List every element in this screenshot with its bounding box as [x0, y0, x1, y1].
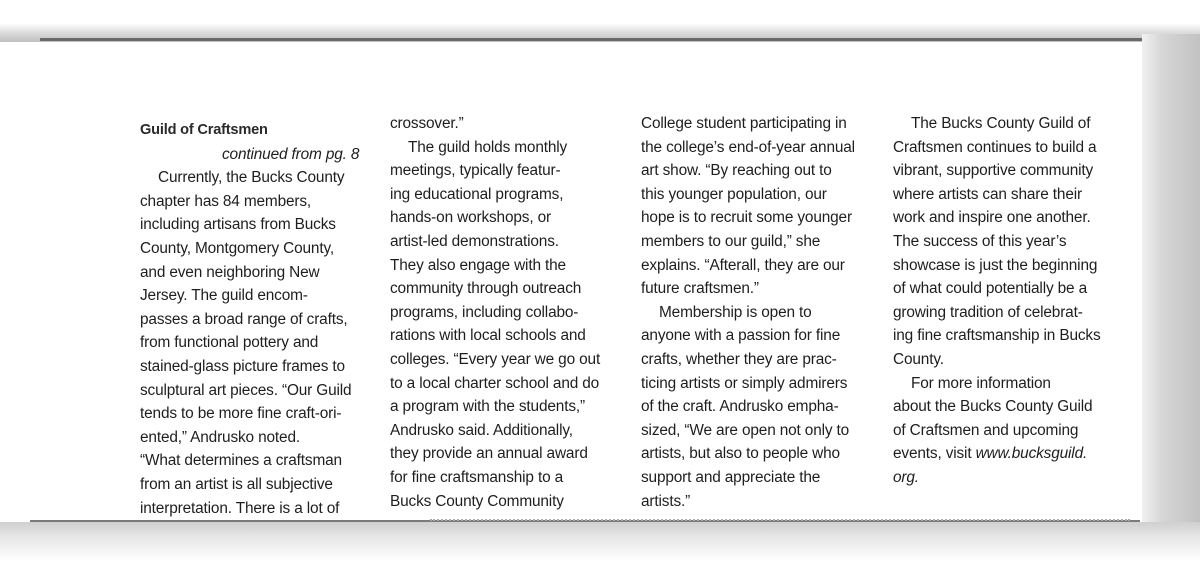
- text-line: For more information: [911, 374, 1051, 392]
- text-line: and even neighboring New: [140, 263, 320, 281]
- text-line: vibrant, supportive community: [893, 162, 1094, 180]
- text-line: where artists can share their: [893, 185, 1082, 203]
- text-line: meetings, typically featur-: [390, 162, 561, 180]
- text-line: County, Montgomery County,: [140, 239, 334, 257]
- guild-website-link[interactable]: www.bucksguild.: [975, 445, 1088, 463]
- text-line: hands-on workshops, or: [390, 209, 551, 227]
- text-line: to a local charter school and do: [390, 374, 600, 392]
- text-line: they provide an annual award: [390, 445, 588, 463]
- text-line: artist-led demonstrations.: [390, 232, 559, 250]
- article-column-4: [893, 112, 1133, 490]
- text-line: They also engage with the: [390, 256, 566, 274]
- text-line: The success of this year’s: [893, 232, 1067, 250]
- text-line: colleges. “Every year we go out: [390, 350, 601, 368]
- continued-note: continued from pg. 8: [222, 145, 360, 163]
- text-line: “What determines a craftsman: [140, 452, 342, 470]
- text-line: for fine craftsmanship to a: [390, 468, 564, 486]
- page-right-edge: [1142, 34, 1200, 534]
- text-line: The Bucks County Guild of: [911, 115, 1091, 132]
- text-line: of the craft. Andrusko empha-: [641, 398, 839, 416]
- text-line-lead: events, visit: [893, 445, 976, 463]
- text-line: growing tradition of celebrat-: [893, 303, 1083, 321]
- text-line: ticing artists or simply admirers: [641, 374, 848, 392]
- article-column-3: [641, 112, 881, 513]
- text-line: [893, 442, 1133, 466]
- text-line: ing educational programs,: [390, 185, 564, 203]
- text-line: showcase is just the beginning: [893, 256, 1098, 274]
- text-line: work and inspire one another.: [893, 209, 1091, 227]
- article-column-1: [140, 119, 380, 520]
- text-line: from an artist is all subjective: [140, 475, 333, 493]
- text-line: explains. “Afterall, they are our: [641, 256, 845, 274]
- text-line: rations with local schools and: [390, 327, 586, 345]
- text-line: a program with the students,”: [390, 398, 585, 416]
- text-line: community through outreach: [390, 280, 582, 298]
- text-line: stained-glass picture frames to: [140, 357, 345, 375]
- text-line: Jersey. The guild encom-: [140, 287, 308, 305]
- text-line: members to our guild,” she: [641, 232, 821, 250]
- text-line: of what could potentially be a: [893, 280, 1088, 298]
- text-line: tends to be more fine craft-ori-: [140, 405, 342, 423]
- text-line: ented,” Andrusko noted.: [140, 428, 300, 446]
- text-line: Bucks County Community: [390, 492, 564, 510]
- text-line: artists, but also to people who: [641, 445, 840, 463]
- text-line: The guild holds monthly: [408, 138, 568, 156]
- page-top-shadow: [0, 0, 1200, 42]
- text-line: of Craftsmen and upcoming: [893, 421, 1079, 439]
- text-line: support and appreciate the: [641, 468, 821, 486]
- text-line: Andrusko said. Additionally,: [390, 421, 573, 439]
- dotted-separator: [430, 519, 1130, 521]
- text-line: future craftsmen.”: [641, 280, 759, 298]
- article-headline: Guild of Craftsmen: [140, 122, 268, 138]
- text-line: College student participating in: [641, 115, 847, 132]
- text-line: art show. “By reaching out to: [641, 162, 832, 180]
- text-line: anyone with a passion for fine: [641, 327, 841, 345]
- text-line: crossover.”: [390, 115, 464, 132]
- page-top-rule: [40, 38, 1160, 41]
- text-line: from functional pottery and: [140, 334, 319, 352]
- text-line: artists.”: [641, 492, 691, 510]
- article-column-2: [390, 112, 630, 513]
- text-line: programs, including collabo-: [390, 303, 579, 321]
- text-line: sculptural art pieces. “Our Guild: [140, 381, 352, 399]
- page-bottom-shadow: [0, 522, 1200, 562]
- guild-website-link-end[interactable]: org.: [893, 468, 919, 486]
- text-line: chapter has 84 members,: [140, 192, 312, 210]
- text-line: passes a broad range of crafts,: [140, 310, 348, 328]
- text-line: hope is to recruit some younger: [641, 209, 852, 227]
- text-line: crafts, whether they are prac-: [641, 350, 837, 368]
- text-line: interpretation. There is a lot of: [140, 499, 340, 517]
- text-line: including artisans from Bucks: [140, 216, 336, 234]
- text-line: the college’s end-of-year annual: [641, 138, 855, 156]
- text-line: Currently, the Bucks County: [158, 169, 345, 187]
- text-line: about the Bucks County Guild: [893, 398, 1093, 416]
- text-line: Craftsmen continues to build a: [893, 138, 1097, 156]
- text-line: ing fine craftsmanship in Bucks: [893, 327, 1101, 345]
- text-line: Membership is open to: [659, 303, 812, 321]
- text-line: County.: [893, 350, 944, 368]
- text-line: this younger population, our: [641, 185, 827, 203]
- text-line: sized, “We are open not only to: [641, 421, 850, 439]
